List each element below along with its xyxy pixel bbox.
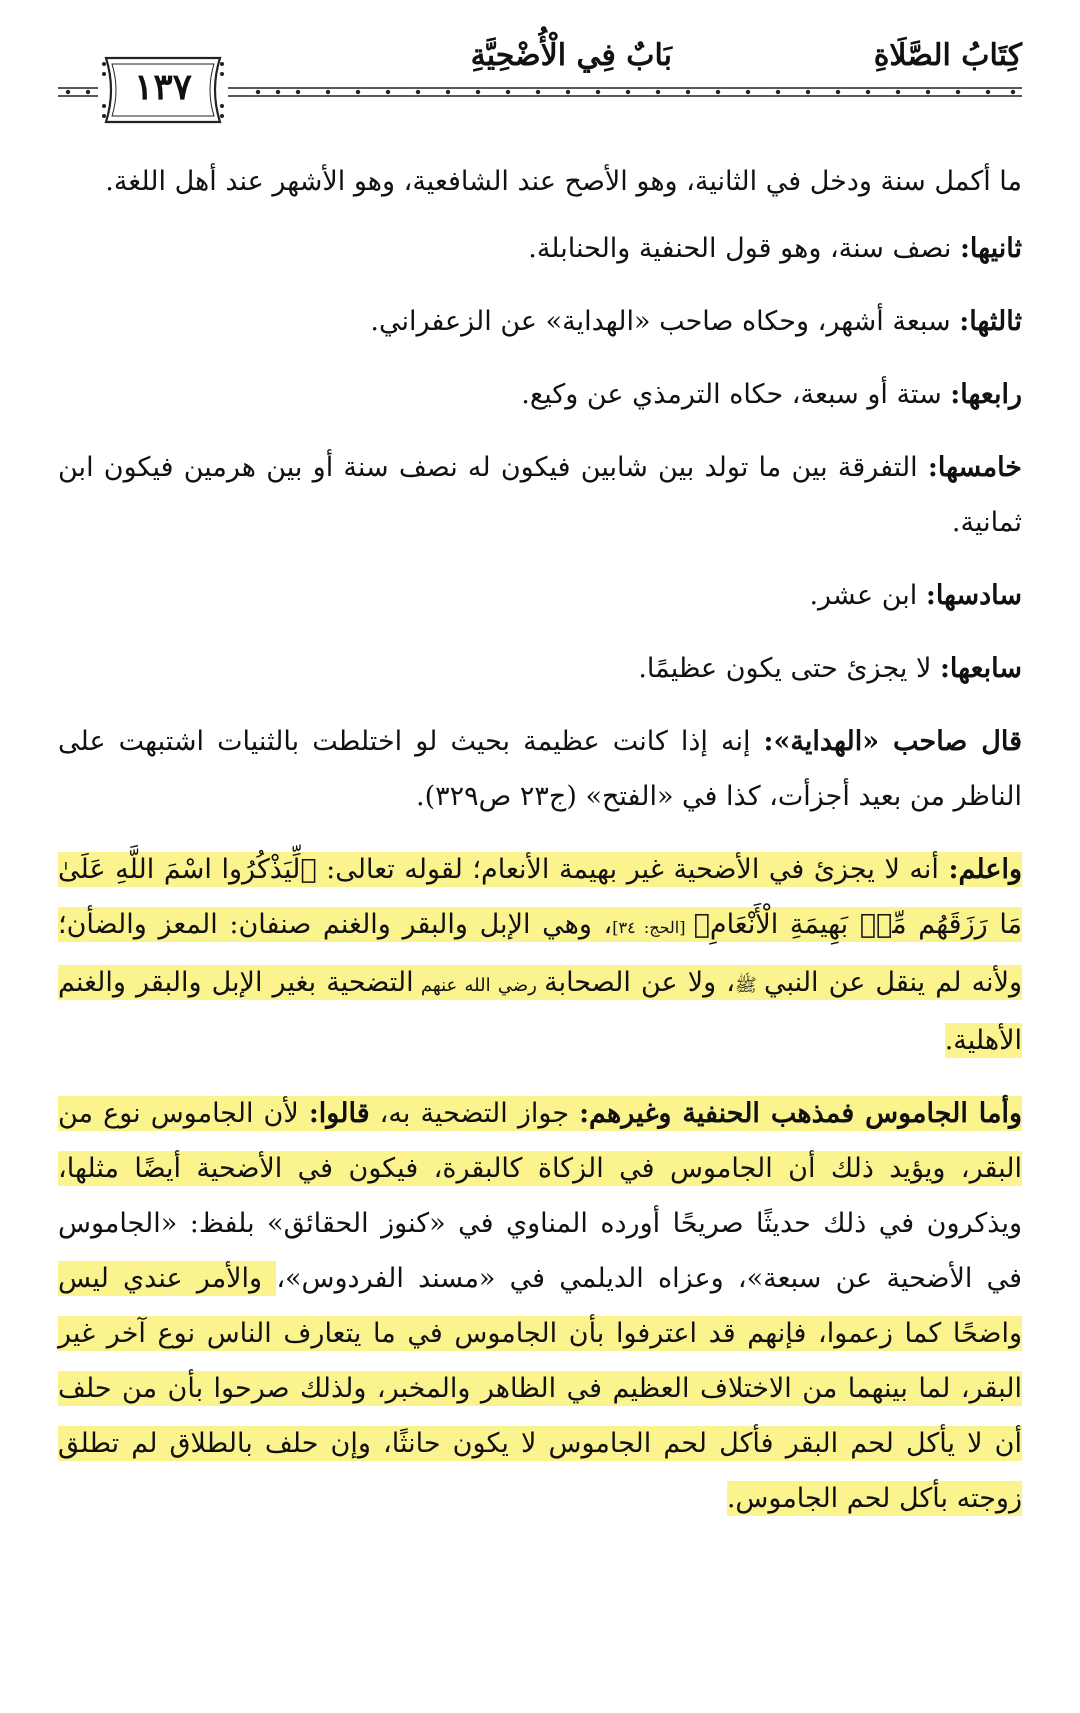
paragraph-text: ، وهي الإبل والبقر والغنم صنفان: المعز والضأن؛ ولأنه لم ينقل عن النبي	[58, 909, 1023, 998]
paragraph-third-opinion	[58, 294, 1022, 349]
companions-honorific: رضي الله عنهم	[413, 975, 545, 996]
paragraph-text: ، ولا عن الصحابة	[544, 967, 736, 998]
quote-label: قال صاحب «الهداية»:	[763, 726, 1022, 757]
know-label: واعلم:	[948, 854, 1023, 885]
book-title: كِتَابُ الصَّلَاةِ	[873, 38, 1022, 73]
opinion-label: سادسها:	[925, 580, 1022, 611]
page-number-frame	[98, 54, 228, 126]
highlighted-passage	[58, 852, 1022, 1058]
verse-reference: [الحج: ٣٤]	[612, 918, 694, 937]
opinion-label: رابعها:	[950, 379, 1022, 410]
paragraph-text: نصف سنة، وهو قول الحنفية والحنابلة.	[528, 233, 960, 264]
opinion-label: ثالثها:	[959, 306, 1022, 337]
paragraph-buffalo	[58, 1086, 1022, 1526]
paragraph-text: سبعة أشهر، وحكاه صاحب «الهداية» عن الزعفراني.	[370, 306, 960, 337]
paragraph-text: ابن عشر.	[809, 580, 926, 611]
opinion-label: ثانيها:	[959, 233, 1022, 264]
opinion-label: خامسها:	[927, 452, 1022, 483]
paragraph-text: ما أكمل سنة ودخل في الثانية، وهو الأصح عند الشافعية، وهو الأشهر عند أهل اللغة.	[105, 166, 1022, 197]
page-header	[58, 36, 1022, 146]
paragraph-text: إنه إذا كانت عظيمة بحيث لو اختلطت بالثنيات اشتبهت على الناظر من بعيد أجزأت، كذا في «الفتح» (ج٢٣ ص٣٢٩).	[58, 726, 1022, 812]
paragraph-text: والأمر عندي ليس واضحًا كما زعموا، فإنهم قد اعترفوا بأن الجاموس في ما يتعارف الناس نوع آخر غير البقر، لما بينهما من الاختلاف العظيم في الظاهر والمخبر، ولذلك صرحوا بأن من حلف أن لا يأكل لحم البقر فأكل لحم الجاموس لا يكون حانثًا، وإن حلف بالطلاق لم تطلق زوجته بأكل لحم الجاموس.	[58, 1263, 1022, 1514]
opinion-label: سابعها:	[939, 653, 1022, 684]
page-body	[58, 154, 1022, 1526]
paragraph-intro	[58, 154, 1022, 209]
quran-verse: ﴿لِّيَذْكُرُوا اسْمَ اللَّهِ عَلَىٰ مَا رَزَقَهُم مِّنۢ بَهِيمَةِ الْأَنْعَامِ﴾	[58, 854, 1023, 940]
paragraph-text: التضحية بغير الإبل والبقر والغنم الأهلية.	[58, 967, 1022, 1056]
highlighted-passage	[58, 1096, 1022, 1186]
paragraph-text: ستة أو سبعة، حكاه الترمذي عن وكيع.	[521, 379, 951, 410]
paragraph-hidaya-quote	[58, 714, 1022, 824]
paragraph-fourth-opinion	[58, 367, 1022, 422]
paragraph-fifth-opinion	[58, 440, 1022, 550]
paragraph-know-highlighted	[58, 842, 1022, 1068]
prophet-honorific: ﷺ	[735, 975, 765, 996]
paragraph-text: لا يجزئ حتى يكون عظيمًا.	[638, 653, 940, 684]
paragraph-text: ويذكرون في ذلك حديثًا صريحًا أورده المناوي في «كنوز الحقائق» بلفظ: «الجاموس في الأضحية عن سبعة»، وعزاه الديلمي في «مسند الفردوس»،	[58, 1208, 1022, 1294]
paragraph-text: جواز التضحية به،	[369, 1098, 580, 1129]
paragraph-text: أنه لا يجزئ في الأضحية غير بهيمة الأنعام؛ لقوله تعالى:	[316, 854, 949, 885]
highlighted-passage	[58, 1261, 1022, 1516]
paragraph-text: التفرقة بين ما تولد بين شابين فيكون له نصف سنة أو بين هرمين فيكون ابن ثمانية.	[58, 452, 1022, 538]
they-said-label: قالوا:	[308, 1098, 370, 1129]
paragraph-seventh-opinion	[58, 641, 1022, 696]
chapter-title: بَابٌ فِي الْأُضْحِيَّةِ	[470, 38, 672, 73]
paragraph-second-opinion	[58, 221, 1022, 276]
buffalo-label: وأما الجاموس فمذهب الحنفية وغيرهم:	[579, 1098, 1022, 1129]
paragraph-text: لأن الجاموس نوع من البقر، ويؤيد ذلك أن الجاموس في الزكاة كالبقرة، فيكون في الأضحية أيضًا مثلها،	[58, 1098, 1022, 1184]
paragraph-sixth-opinion	[58, 568, 1022, 623]
page-number: ١٣٧	[133, 66, 192, 108]
